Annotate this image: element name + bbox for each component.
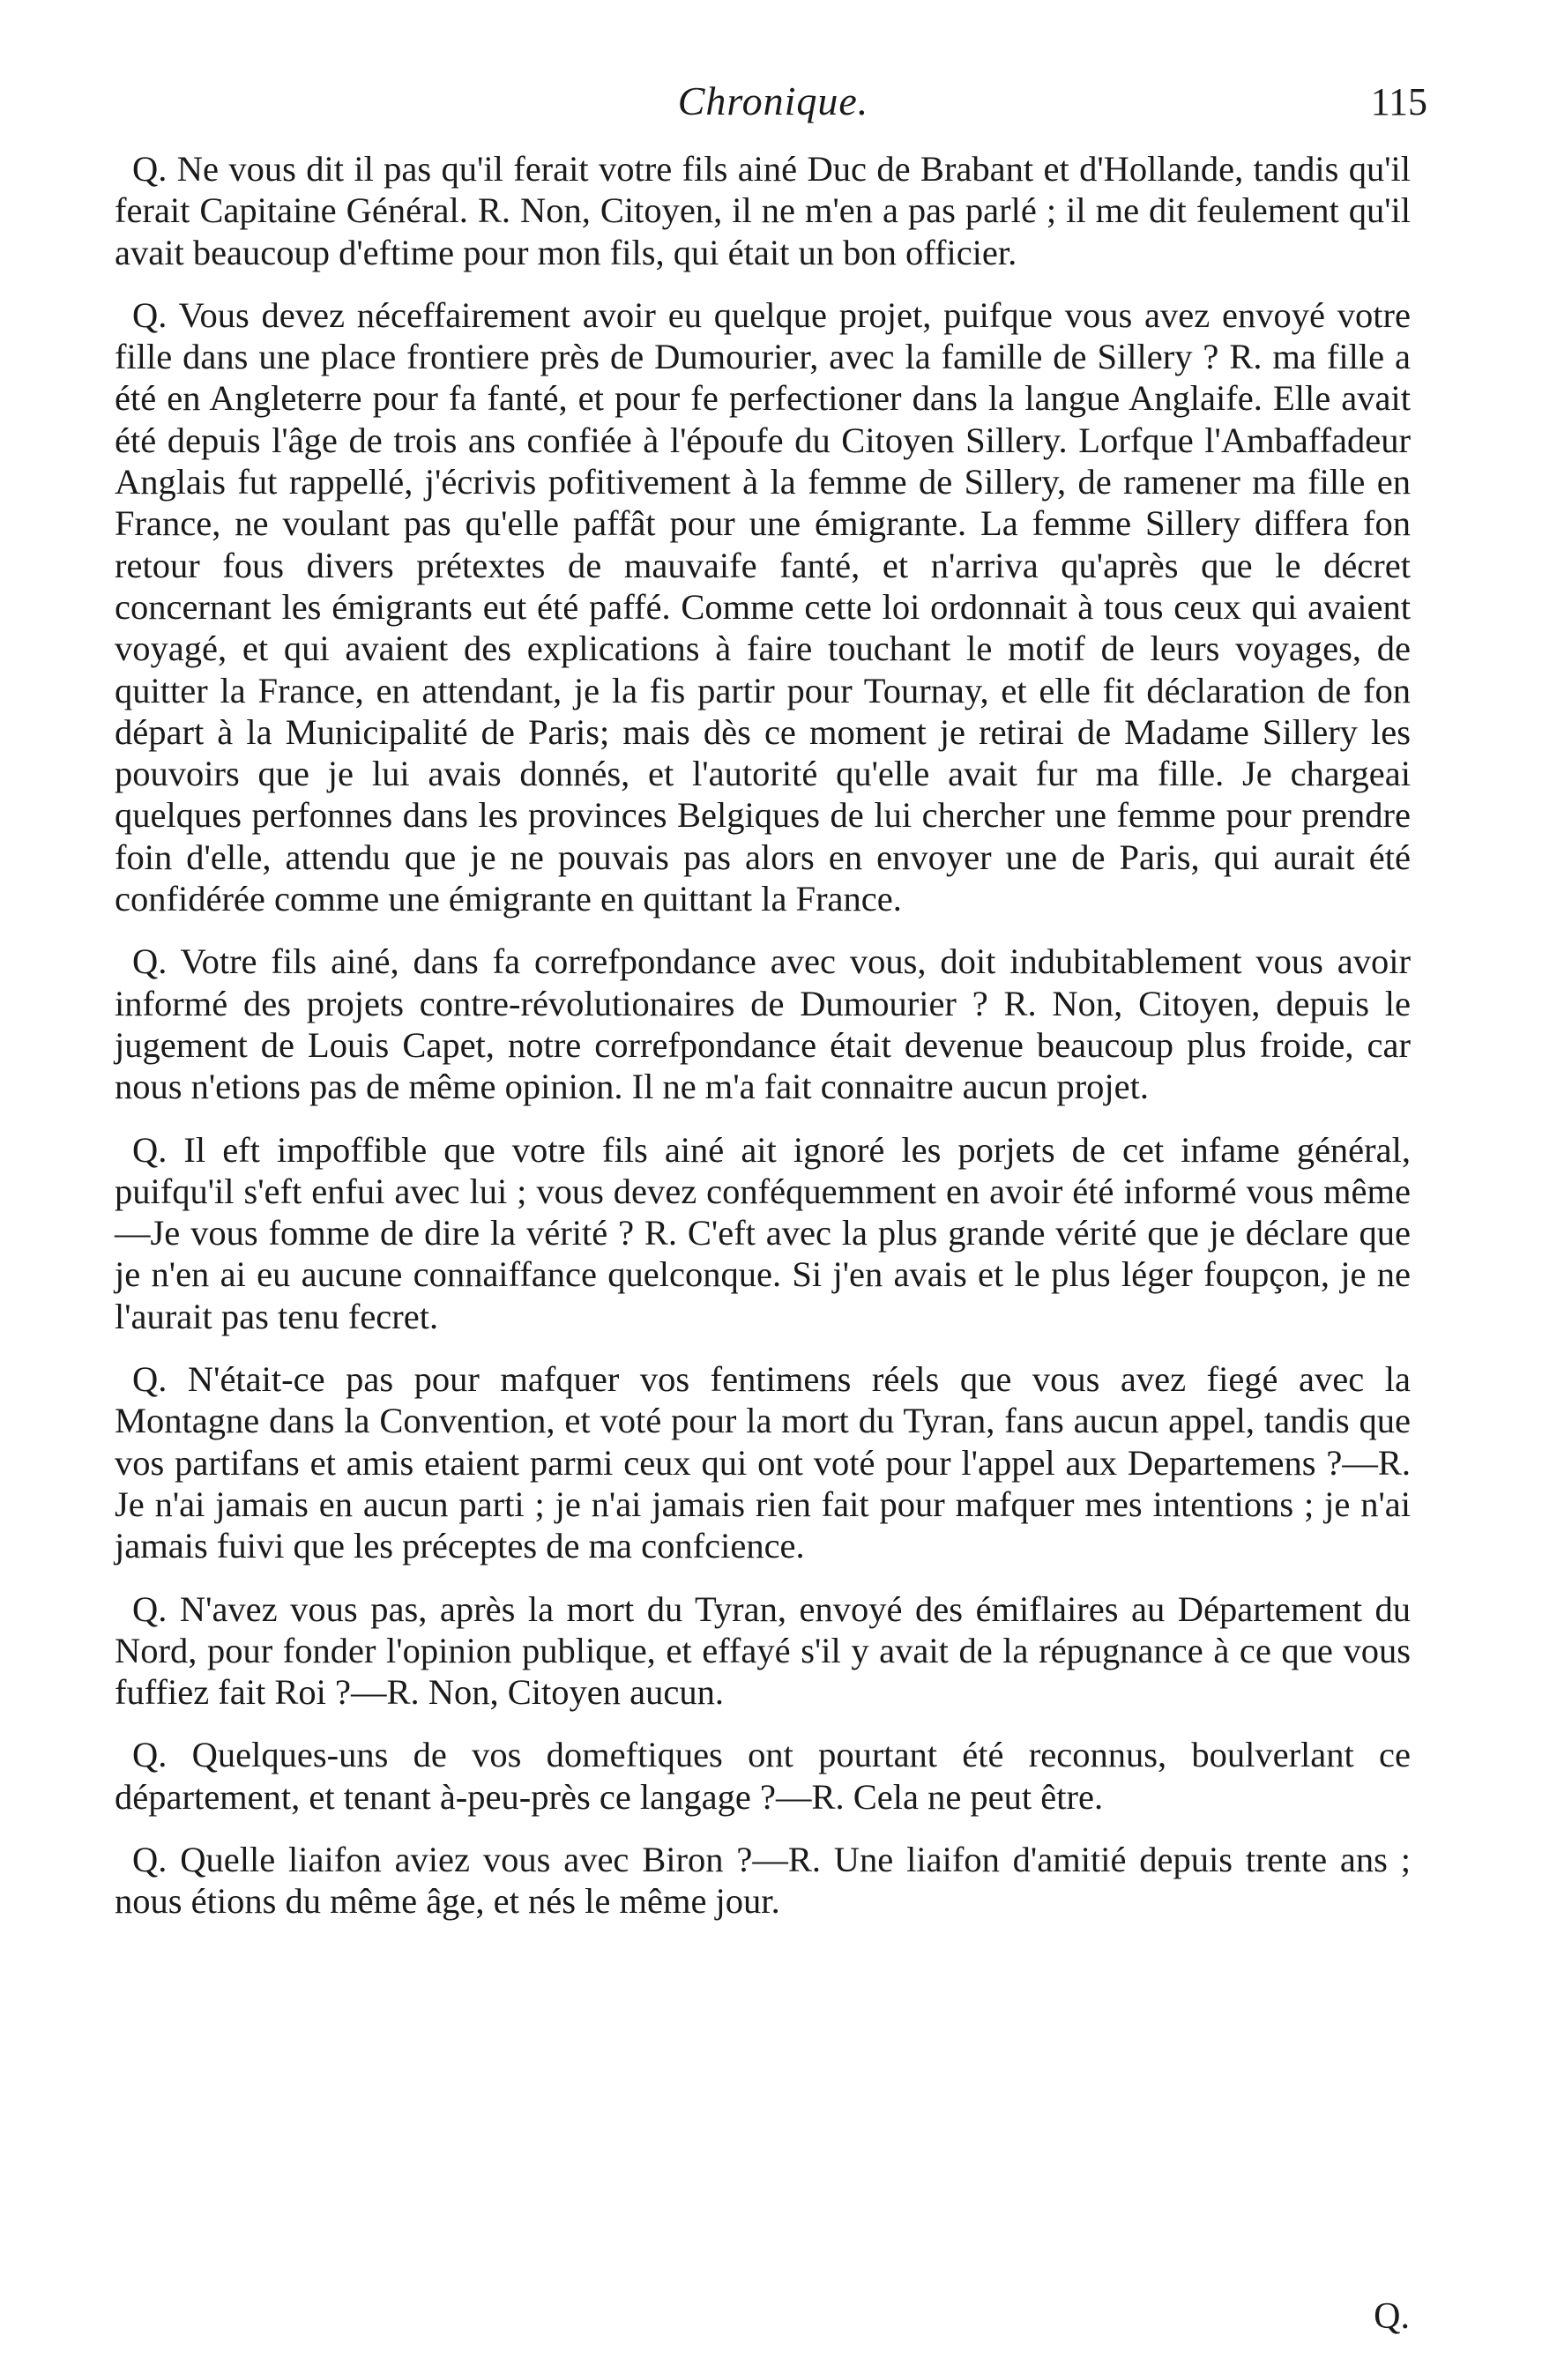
- paragraph-q7: Q. Quelques-uns de vos domeftiques ont pourtant été reconnus, boulverlant ce département, et tenant à-peu-près ce langage ?—R. Cela ne peut être.: [115, 1735, 1411, 1817]
- page-number: 115: [1370, 80, 1427, 123]
- paragraph-q5: Q. N'était-ce pas pour mafquer vos fentimens réels que vous avez fiegé avec la Montagne dans la Convention, et voté pour la mort du Tyran, fans aucun appel, tandis que vos partifans et amis etaient parmi ceux qui ont voté pour l'appel aux Departemens ?—R. Je n'ai jamais en aucun parti ; je n'ai jamais rien fait pour mafquer mes intentions ; je n'ai jamais fuivi que les préceptes de ma confcience.: [115, 1359, 1411, 1566]
- page-header: [119, 78, 1427, 139]
- paragraph-q8: Q. Quelle liaifon aviez vous avec Biron ?—R. Une liaifon d'amitié depuis trente ans ; nous étions du même âge, et nés le même jour.: [115, 1839, 1411, 1922]
- running-head: Chronique.: [677, 78, 869, 123]
- catchword: Q.: [1374, 2296, 1410, 2337]
- paragraph-q2: Q. Vous devez néceffairement avoir eu quelque projet, puifque vous avez envoyé votre fille dans une place frontiere près de Dumourier, avec la famille de Sillery ? R. ma fille a été en Angleterre pour fa fanté, et pour fe perfectioner dans la langue Anglaife. Elle avait été depuis l'âge de trois ans confiée à l'époufe du Citoyen Sillery. Lorfque l'Ambaffadeur Anglais fut rappellé, j'écrivis pofitivement à la femme de Sillery, de ramener ma fille en France, ne voulant pas qu'elle paffât pour une émigrante. La femme Sillery differa fon retour fous divers prétextes de mauvaife fanté, et n'arriva qu'après que le décret concernant les émigrants eut été paffé. Comme cette loi ordonnait à tous ceux qui avaient voyagé, et qui avaient des explications à faire touchant le motif de leurs voyages, de quitter la France, en attendant, je la fis partir pour Tournay, et elle fit déclaration de fon départ à la Municipalité de Paris; mais dès ce moment je retirai de Madame Sillery les pouvoirs que je lui avais donnés, et l'autorité qu'elle avait fur ma fille. Je chargeai quelques perfonnes dans les provinces Belgiques de lui chercher une femme pour prendre foin d'elle, attendu que je ne pouvais pas alors en envoyer une de Paris, qui aurait été confidérée comme une émigrante en quittant la France.: [115, 294, 1411, 919]
- paragraph-q1: Q. Ne vous dit il pas qu'il ferait votre fils ainé Duc de Brabant et d'Hollande, tandis qu'il ferait Capitaine Général. R. Non, Citoyen, il ne m'en a pas parlé ; il me dit feulement qu'il avait beaucoup d'eftime pour mon fils, qui était un bon officier.: [115, 149, 1411, 272]
- page-body: [115, 148, 1411, 1944]
- paragraph-q3: Q. Votre fils ainé, dans fa correfpondance avec vous, doit indubitablement vous avoir informé des projets contre-révolutionaires de Dumourier ? R. Non, Citoyen, depuis le jugement de Louis Capet, notre correfpondance était devenue beaucoup plus froide, car nous n'etions pas de même opinion. Il ne m'a fait connaitre aucun projet.: [115, 941, 1411, 1107]
- paragraph-q6: Q. N'avez vous pas, après la mort du Tyran, envoyé des émiflaires au Département du Nord, pour fonder l'opinion publique, et effayé s'il y avait de la répugnance à ce que vous fuffiez fait Roi ?—R. Non, Citoyen aucun.: [115, 1588, 1411, 1713]
- paragraph-q4: Q. Il eft impoffible que votre fils ainé ait ignoré les porjets de cet infame général, puifqu'il s'eft enfui avec lui ; vous devez conféquemment en avoir été informé vous même—Je vous fomme de dire la vérité ? R. C'eft avec la plus grande vérité que je déclare que je n'en ai eu aucune connaiffance quelconque. Si j'en avais et le plus léger foupçon, je ne l'aurait pas tenu fecret.: [115, 1129, 1411, 1336]
